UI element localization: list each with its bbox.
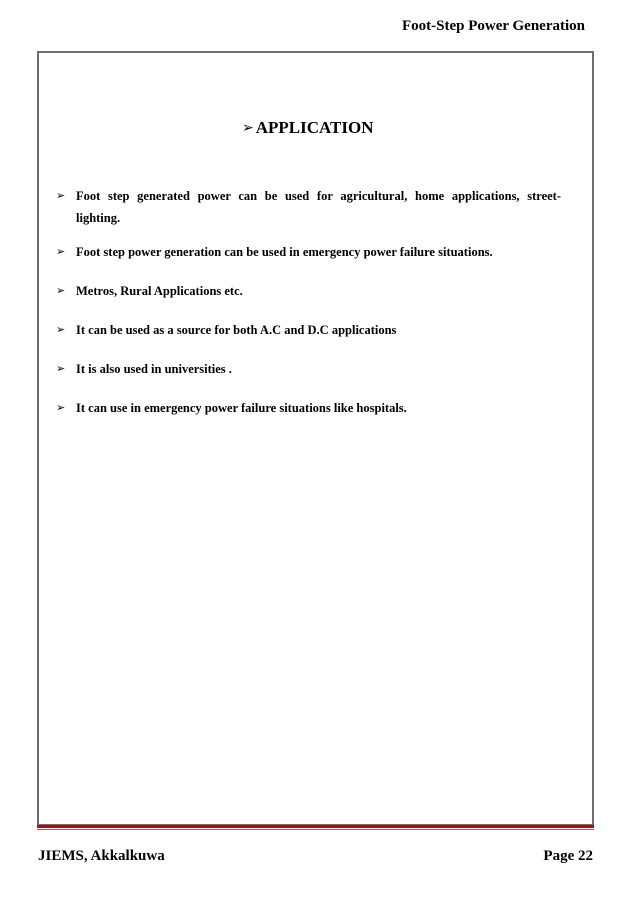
list-item-text: It can use in emergency power failure situations like hospitals. bbox=[76, 401, 407, 415]
list-item bbox=[56, 241, 561, 263]
list-item-text: It is also used in universities . bbox=[76, 362, 232, 376]
list-item bbox=[56, 319, 561, 341]
arrow-bullet-icon: ➢ bbox=[56, 401, 66, 414]
section-heading bbox=[242, 118, 373, 138]
arrow-bullet-icon: ➢ bbox=[56, 189, 66, 202]
list-item-text: Metros, Rural Applications etc. bbox=[76, 284, 243, 298]
footer-divider-thin bbox=[37, 829, 594, 830]
document-header-title: Foot-Step Power Generation bbox=[401, 18, 585, 34]
list-item bbox=[56, 397, 561, 419]
arrow-bullet-icon: ➢ bbox=[242, 120, 254, 136]
list-item-text: Foot step generated power can be used for agricultural, home applications, street-lighting. bbox=[76, 189, 561, 225]
list-item bbox=[56, 358, 561, 380]
list-item bbox=[56, 185, 561, 229]
applications-list bbox=[56, 185, 561, 436]
arrow-bullet-icon: ➢ bbox=[56, 362, 66, 375]
page-border-frame bbox=[37, 51, 594, 826]
section-heading-text: APPLICATION bbox=[255, 118, 374, 137]
footer-divider bbox=[37, 825, 594, 828]
list-item-text: Foot step power generation can be used in emergency power failure situations. bbox=[76, 245, 493, 259]
footer-institution: JIEMS, Akkalkuwa bbox=[38, 848, 165, 864]
arrow-bullet-icon: ➢ bbox=[56, 245, 66, 258]
list-item bbox=[56, 280, 561, 302]
list-item-text: It can be used as a source for both A.C and D.C applications bbox=[76, 323, 397, 337]
arrow-bullet-icon: ➢ bbox=[56, 323, 66, 336]
arrow-bullet-icon: ➢ bbox=[56, 284, 66, 297]
footer-page-number: Page 22 bbox=[543, 848, 593, 864]
